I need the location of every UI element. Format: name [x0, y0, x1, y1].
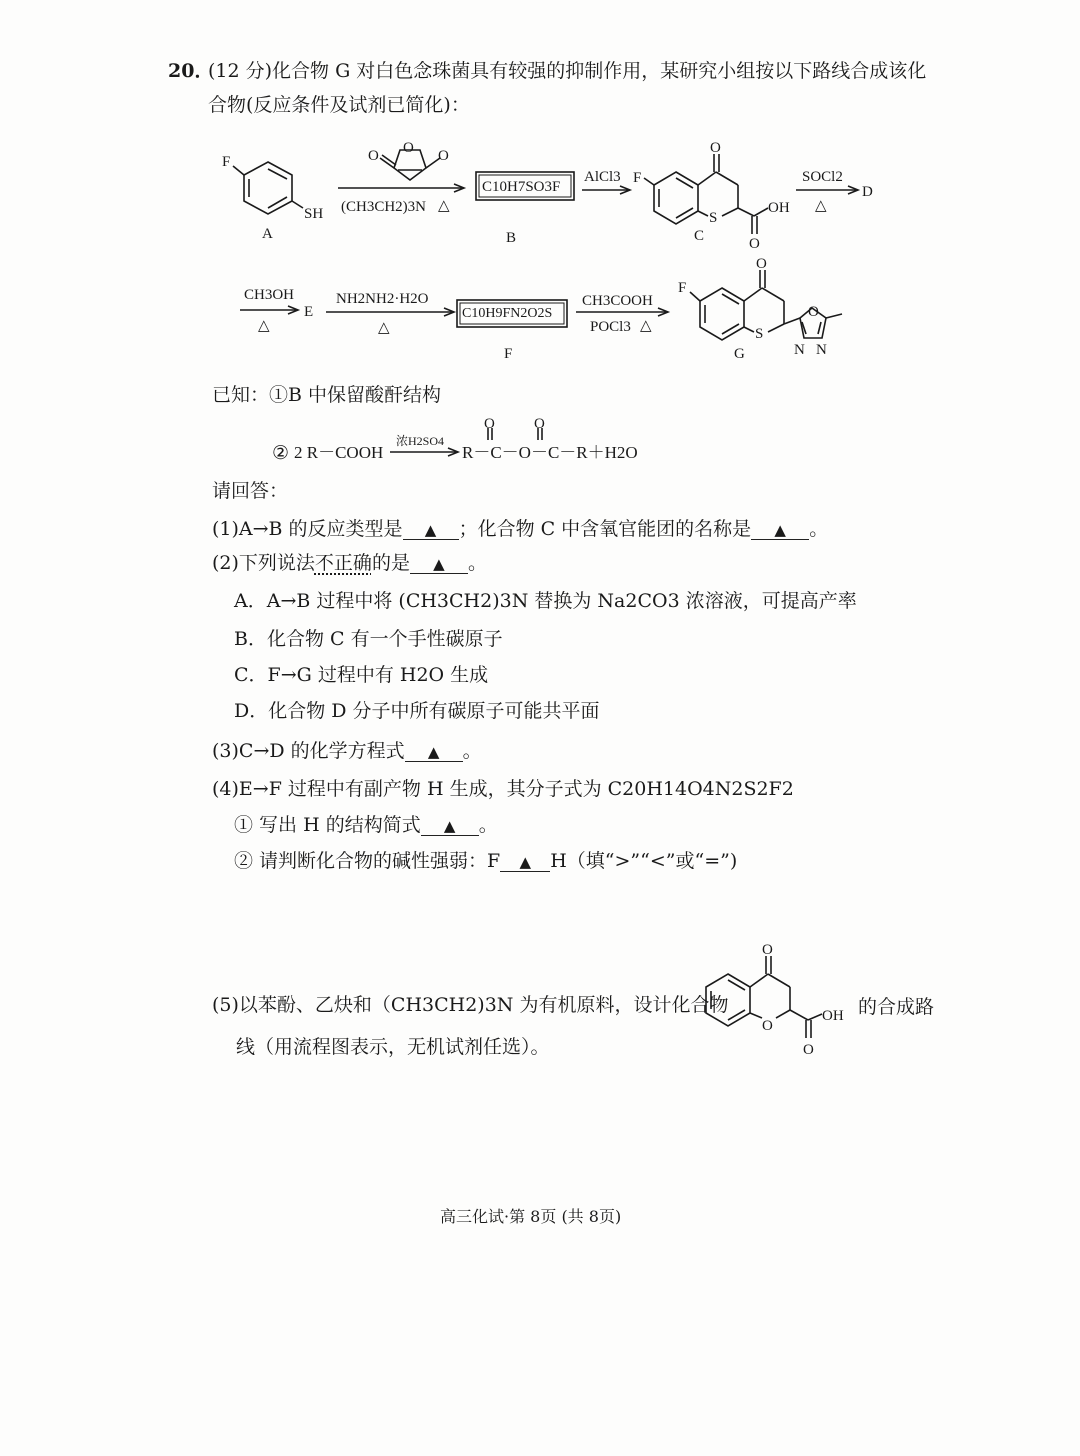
- delta-cd: △: [815, 198, 827, 214]
- atom-o: O: [762, 1018, 773, 1034]
- question-1: (1)A→B 的反应类型是 ▲ ；化合物 C 中含氧官能团的名称是 ▲ 。: [212, 518, 829, 540]
- option-a: A．A→B 过程中将 (CH3CH2)3N 替换为 Na2CO3 浓溶液，可提高产率: [234, 590, 857, 612]
- atom-f: F: [222, 154, 231, 170]
- known-item2-reactant: 2 R－COOH: [294, 443, 384, 462]
- reagent-ch3oh: CH3OH: [244, 287, 295, 303]
- answer-blank[interactable]: ▲: [405, 743, 463, 762]
- delta-ab: △: [438, 198, 450, 214]
- answer-blank[interactable]: ▲: [410, 555, 468, 574]
- answer-prompt: 请回答：: [212, 480, 289, 502]
- answer-blank[interactable]: ▲: [751, 521, 809, 540]
- label-g: G: [734, 346, 745, 362]
- answer-blank[interactable]: ▲: [500, 853, 550, 872]
- atom-o: O: [762, 942, 773, 958]
- atom-o: O: [756, 256, 767, 272]
- label-e: E: [304, 304, 314, 320]
- question-stem-line1: (12 分)化合物 G 对白色念珠菌具有较强的抑制作用，某研究小组按以下路线合成该化: [208, 60, 927, 82]
- label-c: C: [694, 228, 705, 244]
- atom-oh: OH: [822, 1008, 844, 1024]
- atom-o: O: [403, 140, 414, 156]
- answer-blank[interactable]: ▲: [403, 521, 459, 540]
- delta-fg: △: [640, 318, 652, 334]
- atom-o: O: [710, 140, 721, 156]
- atom-o: O: [808, 304, 819, 320]
- label-b: B: [506, 230, 517, 246]
- atom-f: F: [633, 170, 642, 186]
- atom-s: S: [755, 326, 764, 342]
- question-4-part1: ① 写出 H 的结构简式 ▲ 。: [234, 814, 498, 836]
- known-item2-product: R－C－O－C－R＋H2O: [462, 443, 638, 462]
- atom-o: O: [803, 1042, 814, 1058]
- atom-o: O: [438, 148, 449, 164]
- question-4-part2: ② 请判断化合物的碱性强弱：F ▲ H（填“>”“<”或“=”): [234, 850, 738, 872]
- delta-de: △: [258, 318, 270, 334]
- formula-f: C10H9FN2O2S: [462, 306, 553, 321]
- question-5-line1-end: 的合成路: [858, 996, 935, 1018]
- compound-g-ring: [700, 288, 744, 340]
- option-b: B．化合物 C 有一个手性碳原子: [234, 628, 503, 650]
- option-d: D．化合物 D 分子中所有碳原子可能共平面: [234, 700, 600, 722]
- atom-n: N: [816, 342, 827, 358]
- emphasis-not-correct: 不正确: [314, 552, 372, 574]
- known-item2-condition: 浓H2SO4: [396, 434, 445, 448]
- atom-n: N: [794, 342, 805, 358]
- atom-oh: OH: [768, 200, 790, 216]
- atom-s: S: [709, 210, 718, 226]
- reagent-alcl3: AlCl3: [584, 169, 621, 185]
- atom-sh: SH: [304, 206, 324, 222]
- question-5-line1: (5)以苯酚、乙炔和（CH3CH2)3N 为有机原料，设计化合物: [212, 994, 729, 1016]
- atom-o: O: [534, 416, 545, 432]
- answer-blank[interactable]: ▲: [421, 817, 479, 836]
- label-f: F: [504, 346, 513, 362]
- option-c: C．F→G 过程中有 H2O 生成: [234, 664, 489, 686]
- label-a: A: [262, 226, 273, 242]
- compound-c-ring: [654, 172, 698, 224]
- reagent-triethylamine: (CH3CH2)3N: [341, 199, 426, 215]
- reagent-pocl3: POCl3: [590, 319, 631, 335]
- atom-o: O: [484, 416, 495, 432]
- reagent-hydrazine: NH2NH2·H2O: [336, 291, 429, 307]
- question-number: 20．: [168, 60, 214, 82]
- delta-ef: △: [378, 320, 390, 336]
- known-item1: 已知：①B 中保留酸酐结构: [212, 384, 442, 406]
- reagent-socl2: SOCl2: [802, 169, 843, 185]
- question-4: (4)E→F 过程中有副产物 H 生成，其分子式为 C20H14O4N2S2F2: [212, 778, 794, 800]
- atom-o: O: [368, 148, 379, 164]
- formula-b: C10H7SO3F: [482, 179, 561, 195]
- atom-f: F: [678, 280, 687, 296]
- page-footer: 高三化试·第 8页 (共 8页): [440, 1207, 622, 1226]
- question-2: (2)下列说法不正确的是 ▲ 。: [212, 552, 487, 574]
- known-item2-marker: ②: [272, 442, 290, 464]
- atom-o: O: [749, 236, 760, 252]
- label-d: D: [862, 184, 873, 200]
- question-stem-line2: 合物(反应条件及试剂已简化)：: [208, 94, 470, 116]
- reagent-ch3cooh: CH3COOH: [582, 293, 653, 309]
- question-5-line2: 线（用流程图表示，无机试剂任选）。: [236, 1036, 550, 1058]
- question-3: (3)C→D 的化学方程式 ▲ 。: [212, 740, 482, 762]
